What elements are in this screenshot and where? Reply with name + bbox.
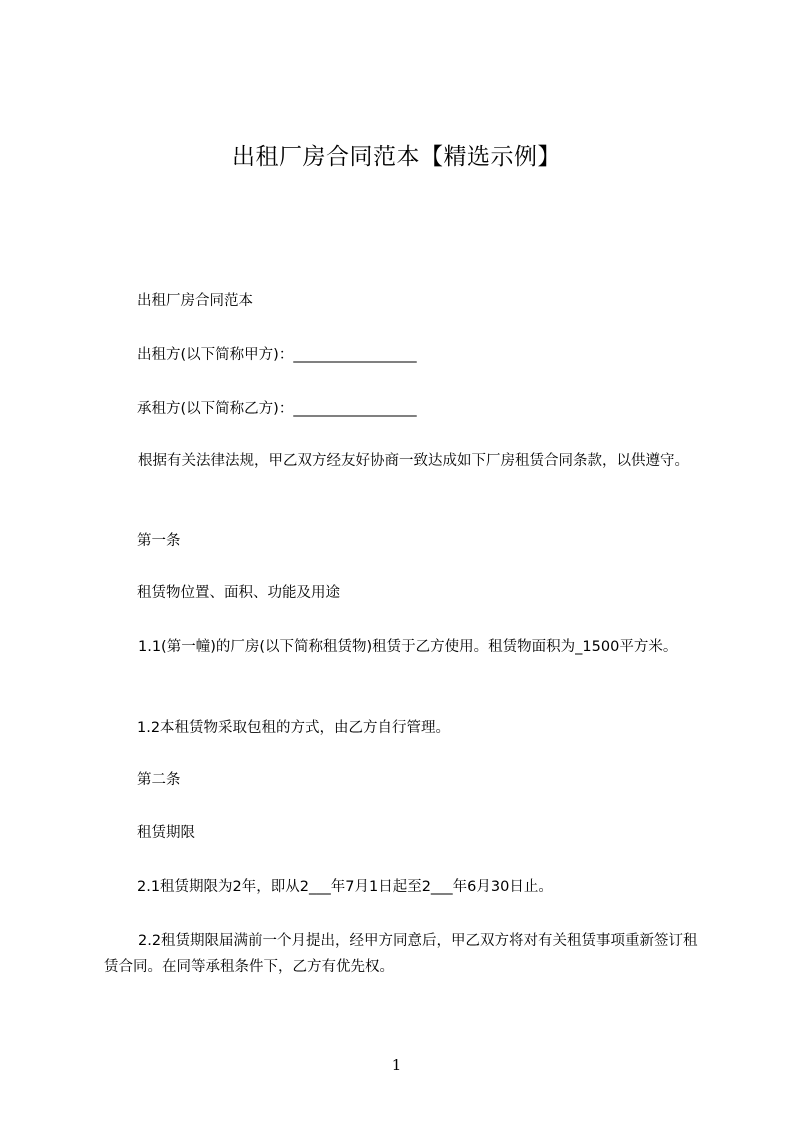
clause-2-1: 2.1租赁期限为2年，即从2___年7月1日起至2___年6月30日止。 — [137, 879, 553, 895]
article-1-heading: 第一条 — [137, 533, 181, 549]
article-2-heading: 第二条 — [137, 772, 181, 788]
clause-2-2: 2.2租赁期限届满前一个月提出，经甲方同意后，甲乙双方将对有关租赁事项重新签订租赁合同。在同等承租条件下，乙方有优先权。 — [104, 933, 698, 975]
article-1-subheading: 租赁物位置、面积、功能及用途 — [137, 585, 340, 601]
clause-1-1: 1.1(第一幢)的厂房(以下简称租赁物)租赁于乙方使用。租赁物面积为_1500平方米。 — [138, 639, 678, 655]
lessor-line: 出租方(以下简称甲方)：_________________ — [137, 347, 417, 363]
document-title: 出租厂房合同范本【精选示例】 — [232, 144, 561, 170]
article-2-subheading: 租赁期限 — [137, 825, 195, 841]
preamble-paragraph: 根据有关法律法规，甲乙双方经友好协商一致达成如下厂房租赁合同条款，以供遵守。 — [138, 453, 689, 469]
lessee-line: 承租方(以下简称乙方)：_________________ — [137, 401, 417, 417]
clause-1-2: 1.2本租赁物采取包租的方式，由乙方自行管理。 — [137, 720, 451, 736]
page-number: 1 — [391, 1056, 402, 1074]
contract-heading: 出租厂房合同范本 — [137, 293, 253, 309]
